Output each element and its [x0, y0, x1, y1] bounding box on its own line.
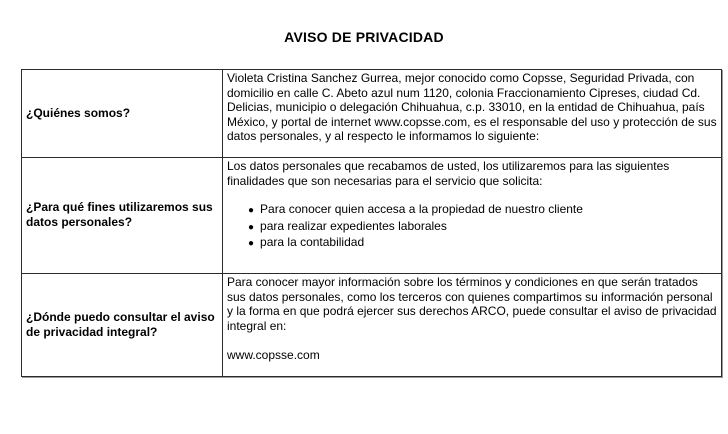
bullet-icon: ●	[248, 205, 255, 217]
question-text: ¿Quiénes somos?	[26, 105, 131, 120]
answer-intro-text: Para conocer mayor información sobre los términos y condiciones en que serán tratados sus datos personales, como los terceros con quienes compartimos su información personal y la forma en que podrá ejercer sus derechos ARCO, puede consultar el aviso de privacidad integral en:	[227, 275, 717, 333]
answer-cell-who-we-are	[223, 70, 722, 158]
question-text: ¿Dónde puedo consultar el aviso de privacidad integral?	[26, 309, 215, 339]
list-item	[227, 202, 717, 219]
list-item	[227, 235, 717, 252]
question-text: ¿Para qué fines utilizaremos sus datos personales?	[26, 200, 213, 229]
answer-cell-full-notice	[223, 274, 722, 377]
list-item-text: Para conocer quien accesa a la propiedad de nuestro cliente	[260, 202, 583, 217]
list-item-text: para la contabilidad	[260, 235, 365, 250]
page-title: AVISO DE PRIVACIDAD	[284, 29, 444, 45]
answer-text: Violeta Cristina Sanchez Gurrea, mejor conocido como Copsse, Seguridad Privada, con domicilio en calle C. Abeto azul num 1120, colonia Fraccionamiento Cipreses, ciudad Cd. Delicias, municipio o delegación Chihuahua, c.p. 33010, en la entidad de Chihuahua, país México, y portal de internet www.copsse.com, es el responsable del uso y protección de sus datos personales, y al respecto le informamos lo siguiente:	[227, 71, 717, 144]
question-cell-who-we-are	[22, 70, 223, 158]
website-url-text: www.copsse.com	[227, 348, 320, 363]
bullet-icon: ●	[248, 238, 255, 250]
answer-intro-text: Los datos personales que recabamos de usted, los utilizaremos para las siguientes finalidades que son necesarias para el servicio que solicita:	[227, 159, 670, 188]
list-item	[227, 219, 717, 236]
purposes-bullet-list	[227, 202, 717, 252]
table-row	[22, 158, 722, 274]
list-item-text: para realizar expedientes laborales	[260, 218, 447, 233]
question-cell-purposes	[22, 158, 223, 274]
question-cell-full-notice	[22, 274, 223, 377]
table-row	[22, 274, 722, 377]
privacy-table	[21, 69, 722, 377]
answer-cell-purposes	[223, 158, 722, 274]
table-row	[22, 70, 722, 158]
bullet-icon: ●	[248, 221, 255, 233]
